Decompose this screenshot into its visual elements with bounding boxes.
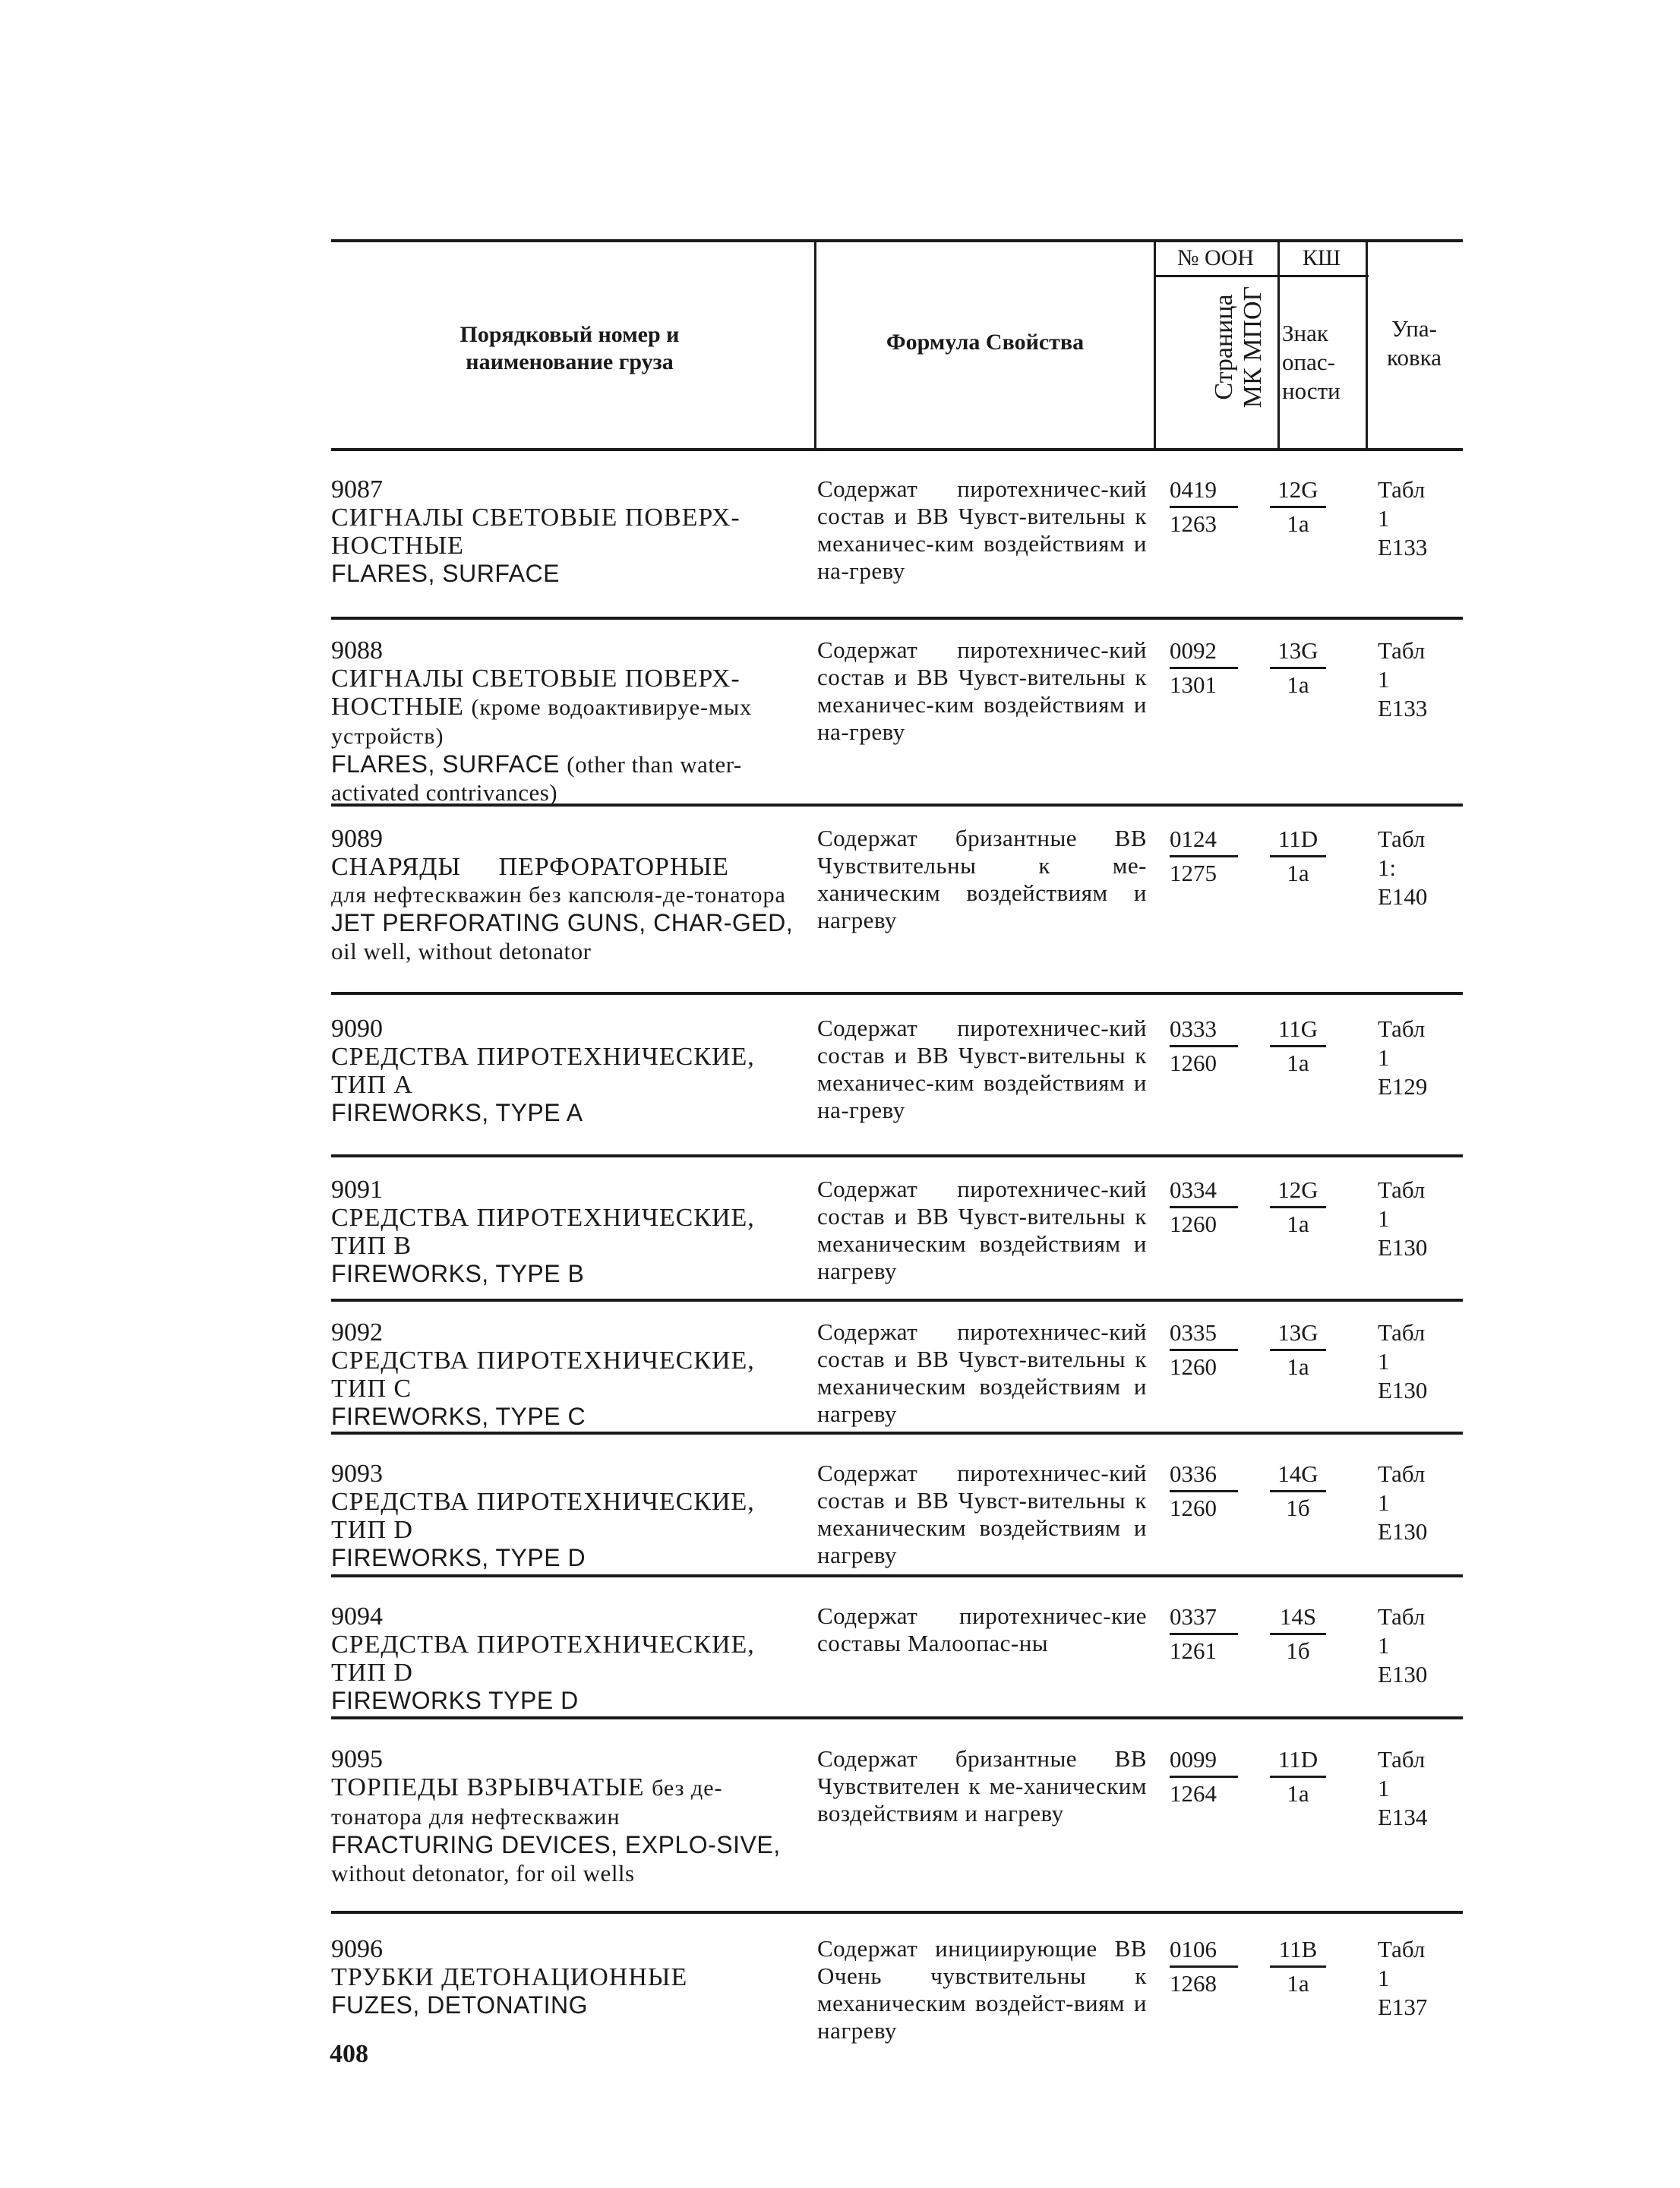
row-separator	[331, 1574, 1463, 1577]
cargo-number: 9088	[331, 636, 383, 665]
cargo-title-ru	[331, 853, 810, 881]
cargo-properties: Содержат бризантные ВВ Чувствителен к ме-ханическим воздействиям и нагреву	[817, 1745, 1147, 1826]
cargo-number: 9092	[331, 1318, 383, 1347]
packaging-cell	[1378, 1015, 1454, 1101]
cargo-title-en-extra: oil well, without detonator	[331, 938, 592, 965]
row-separator	[331, 1432, 1463, 1435]
cargo-title-ru: СРЕДСТВА ПИРОТЕХНИЧЕСКИЕ, ТИП А	[331, 1043, 755, 1099]
cargo-properties: Содержат пиротехничес-кий состав и ВВ Чувст-вительны к механическим воздействиям и нагреву	[817, 1176, 1147, 1284]
cargo-title-en: FIREWORKS, TYPE C	[331, 1403, 586, 1430]
pack-num: 1	[1378, 1775, 1390, 1801]
danger-sign: 1a	[1270, 1349, 1326, 1381]
pack-table: Табл	[1378, 1015, 1426, 1042]
cargo-number: 9093	[331, 1460, 383, 1488]
pack-num: 1	[1378, 1348, 1390, 1375]
pack-num: 1	[1378, 505, 1390, 532]
cargo-title-en: FIREWORKS TYPE D	[331, 1687, 579, 1714]
ksh-cell	[1270, 1602, 1326, 1665]
mk-mpog-page: 1260	[1170, 1490, 1238, 1523]
ksh-code: 11B	[1278, 1936, 1318, 1962]
page-number: 408	[330, 2040, 368, 2068]
ksh-cell	[1270, 1176, 1326, 1239]
cargo-title-en-main: FLARES, SURFACE	[331, 750, 560, 778]
packaging-cell	[1378, 475, 1454, 562]
mk-mpog-page: 1301	[1170, 667, 1238, 699]
table-top-rule	[331, 239, 1463, 242]
row-separator	[331, 1154, 1463, 1157]
ksh-cell	[1270, 1460, 1326, 1523]
row-separator	[331, 1911, 1463, 1914]
un-number-cell	[1170, 1935, 1238, 1998]
pack-code: E133	[1378, 534, 1428, 560]
ksh-cell	[1270, 1745, 1326, 1808]
cargo-title-en-extra: (other than water-activated contrivances)	[331, 751, 742, 806]
pack-table: Табл	[1378, 637, 1426, 664]
un-number: 0337	[1170, 1603, 1217, 1630]
cargo-number: 9095	[331, 1745, 383, 1773]
header-un-number: № ООН	[1176, 245, 1255, 270]
mk-mpog-page: 1261	[1170, 1633, 1238, 1665]
un-number: 0336	[1170, 1460, 1217, 1487]
header-ksh: КШ	[1302, 245, 1341, 270]
danger-sign: 1б	[1270, 1490, 1326, 1523]
un-number-cell	[1170, 1176, 1238, 1239]
cargo-title-en	[331, 1831, 810, 1887]
header-col-divider-1	[814, 242, 816, 448]
danger-sign: 1a	[1270, 1776, 1326, 1808]
danger-sign: 1a	[1270, 1045, 1326, 1078]
cargo-title-ru-extra: для нефтескважин без капсюля-де-тонатора	[331, 882, 786, 908]
pack-table: Табл	[1378, 1319, 1426, 1346]
row-separator	[331, 992, 1463, 995]
cargo-number: 9096	[331, 1935, 383, 1963]
mk-mpog-page: 1260	[1170, 1045, 1238, 1078]
un-number: 0124	[1170, 826, 1217, 852]
cargo-title-en-main: FRACTURING DEVICES, EXPLO-SIVE,	[331, 1831, 781, 1858]
cargo-number: 9089	[331, 825, 383, 853]
cargo-properties: Содержат пиротехничес-кий состав и ВВ Чувст-вительны к механическим воздействиям и нагреву	[817, 1318, 1147, 1427]
cargo-name	[331, 1015, 810, 1127]
cargo-title-ru: СРЕДСТВА ПИРОТЕХНИЧЕСКИЕ, ТИП D	[331, 1631, 755, 1687]
cargo-name	[331, 636, 810, 807]
cargo-title-ru-main: ТОРПЕДЫ ВЗРЫВЧАТЫЕ	[331, 1773, 645, 1801]
ksh-code: 11D	[1277, 1746, 1318, 1773]
row-separator	[331, 1716, 1463, 1719]
un-number: 0092	[1170, 637, 1217, 664]
ksh-cell	[1270, 475, 1326, 538]
cargo-title-en: FUZES, DETONATING	[331, 1991, 588, 2019]
cargo-title-ru	[331, 665, 810, 750]
ksh-code: 13G	[1277, 637, 1318, 664]
danger-sign: 1a	[1270, 1206, 1326, 1239]
pack-num: 1	[1378, 1965, 1390, 1991]
mk-mpog-page: 1260	[1170, 1206, 1238, 1239]
ksh-code: 14S	[1279, 1603, 1317, 1630]
cargo-number: 9087	[331, 475, 383, 504]
cargo-properties: Содержат пиротехничес-кий состав и ВВ Чувст-вительны к механичес-ким воздействиям и на-греву	[817, 1015, 1147, 1123]
cargo-title-ru-main: СНАРЯДЫ ПЕРФОРАТОРНЫЕ	[331, 853, 729, 881]
cargo-title-ru-main: СИГНАЛЫ СВЕТОВЫЕ ПОВЕРХ-НОСТНЫЕ	[331, 665, 741, 721]
cargo-title-en-main: JET PERFORATING GUNS, CHAR-GED,	[331, 909, 794, 936]
pack-code: E130	[1378, 1234, 1428, 1261]
ksh-code: 14G	[1277, 1460, 1318, 1487]
ksh-code: 12G	[1277, 476, 1318, 503]
pack-table: Табл	[1378, 1460, 1426, 1487]
un-number: 0099	[1170, 1746, 1217, 1773]
header-col-divider-4	[1366, 242, 1368, 448]
pack-num: 1:	[1378, 854, 1397, 881]
ksh-cell	[1270, 1015, 1326, 1078]
un-number: 0106	[1170, 1936, 1217, 1962]
pack-num: 1	[1378, 1489, 1390, 1516]
pack-code: E130	[1378, 1661, 1428, 1688]
cargo-name	[331, 825, 810, 965]
cargo-properties: Содержат пиротехничес-кий состав и ВВ Чувст-вительны к механичес-ким воздействиям и на-греву	[817, 475, 1147, 584]
ksh-code: 13G	[1277, 1319, 1318, 1346]
danger-sign: 1б	[1270, 1633, 1326, 1665]
header-formula-column: Формула Свойства	[886, 330, 1085, 355]
cargo-name	[331, 1745, 810, 1887]
cargo-title-en: FIREWORKS, TYPE A	[331, 1099, 583, 1126]
cargo-properties: Содержат инициирующие ВВ Очень чувствительны к механическим воздейст-виям и нагреву	[817, 1935, 1147, 2044]
pack-num: 1	[1378, 1632, 1390, 1659]
cargo-properties: Содержат бризантные ВВ Чувствительны к ме-ханическим воздействиям и нагреву	[817, 825, 1147, 933]
pack-table: Табл	[1378, 826, 1426, 852]
header-name-column: Порядковый номер и наименование груза	[459, 322, 680, 374]
packaging-cell	[1378, 1602, 1454, 1689]
ksh-cell	[1270, 1935, 1326, 1998]
un-number: 0335	[1170, 1319, 1217, 1346]
row-separator	[331, 617, 1463, 620]
pack-table: Табл	[1378, 1176, 1426, 1203]
header-packaging: Упа-ковка	[1387, 315, 1442, 371]
packaging-cell	[1378, 1318, 1454, 1405]
cargo-title-en: FIREWORKS, TYPE D	[331, 1544, 586, 1571]
ksh-code: 11D	[1277, 826, 1318, 852]
cargo-title-en: FIREWORKS, TYPE B	[331, 1260, 585, 1287]
cargo-name	[331, 1318, 810, 1431]
header-page-mk-mpog-text: Страница МК МПОГ	[1210, 286, 1267, 409]
danger-sign: 1a	[1270, 855, 1326, 888]
ksh-cell	[1270, 636, 1326, 699]
ksh-cell	[1270, 1318, 1326, 1381]
pack-num: 1	[1378, 666, 1390, 693]
un-number-cell	[1170, 1460, 1238, 1523]
danger-sign: 1a	[1270, 1965, 1326, 1998]
mk-mpog-page: 1268	[1170, 1965, 1238, 1998]
un-number-cell	[1170, 475, 1238, 538]
cargo-properties: Содержат пиротехничес-кие составы Малоопас-ны	[817, 1602, 1147, 1656]
un-number: 0334	[1170, 1176, 1217, 1203]
mk-mpog-page: 1275	[1170, 855, 1238, 888]
pack-code: E133	[1378, 695, 1428, 721]
pack-num: 1	[1378, 1044, 1390, 1071]
ksh-code: 11G	[1277, 1015, 1318, 1042]
cargo-name	[331, 1602, 810, 1715]
un-number-cell	[1170, 1015, 1238, 1078]
un-number-cell	[1170, 636, 1238, 699]
cargo-title-en	[331, 750, 810, 807]
pack-table: Табл	[1378, 1936, 1426, 1962]
header-danger-sign: Знак опас-ности	[1282, 320, 1341, 404]
cargo-number: 9094	[331, 1602, 383, 1631]
pack-table: Табл	[1378, 1746, 1426, 1773]
ksh-cell	[1270, 825, 1326, 888]
cargo-title-ru: СРЕДСТВА ПИРОТЕХНИЧЕСКИЕ, ТИП В	[331, 1204, 755, 1260]
cargo-title-ru: СРЕДСТВА ПИРОТЕХНИЧЕСКИЕ, ТИП С	[331, 1347, 755, 1403]
cargo-name	[331, 475, 810, 588]
cargo-name	[331, 1176, 810, 1288]
pack-table: Табл	[1378, 476, 1426, 503]
un-number: 0419	[1170, 476, 1217, 503]
pack-code: E137	[1378, 1994, 1428, 2020]
cargo-title-ru: ТРУБКИ ДЕТОНАЦИОННЫЕ	[331, 1963, 688, 1991]
row-separator	[331, 1299, 1463, 1302]
cargo-title-ru: СРЕДСТВА ПИРОТЕХНИЧЕСКИЕ, ТИП D	[331, 1488, 755, 1544]
cargo-title-en: FLARES, SURFACE	[331, 560, 560, 587]
cargo-title-ru-extra: (кроме водоактивируе-мых устройств)	[331, 695, 753, 749]
cargo-name	[331, 1460, 810, 1572]
pack-code: E134	[1378, 1804, 1428, 1830]
pack-code: E140	[1378, 883, 1428, 910]
header-bottom-rule	[331, 448, 1463, 451]
cargo-title-en-extra: without detonator, for oil wells	[331, 1860, 635, 1886]
cargo-number: 9091	[331, 1176, 383, 1204]
cargo-number: 9090	[331, 1015, 383, 1043]
cargo-title-ru: СИГНАЛЫ СВЕТОВЫЕ ПОВЕРХ-НОСТНЫЕ	[331, 504, 741, 560]
ksh-code: 12G	[1277, 1176, 1318, 1203]
un-number-cell	[1170, 1318, 1238, 1381]
packaging-cell	[1378, 636, 1454, 723]
pack-num: 1	[1378, 1205, 1390, 1232]
pack-code: E130	[1378, 1377, 1428, 1403]
packaging-cell	[1378, 825, 1454, 911]
packaging-cell	[1378, 1460, 1454, 1546]
pack-code: E130	[1378, 1518, 1428, 1545]
un-number-cell	[1170, 825, 1238, 888]
cargo-title-ru-extra: без де-тонатора для нефтескважин	[331, 1776, 723, 1830]
un-number-cell	[1170, 1602, 1238, 1665]
cargo-title-ru	[331, 1773, 810, 1831]
packaging-cell	[1378, 1935, 1454, 2022]
cargo-title-en	[331, 909, 810, 965]
pack-code: E129	[1378, 1073, 1428, 1100]
header-col-divider-2	[1154, 242, 1156, 448]
cargo-properties: Содержат пиротехничес-кий состав и ВВ Чувст-вительны к механическим воздействиям и нагреву	[817, 1460, 1147, 1568]
danger-sign: 1a	[1270, 506, 1326, 538]
mk-mpog-page: 1264	[1170, 1776, 1238, 1808]
pack-table: Табл	[1378, 1603, 1426, 1630]
un-number: 0333	[1170, 1015, 1217, 1042]
mk-mpog-page: 1260	[1170, 1349, 1238, 1381]
cargo-properties: Содержат пиротехничес-кий состав и ВВ Чувст-вительны к механичес-ким воздействиям и на-греву	[817, 636, 1147, 745]
mk-mpog-page: 1263	[1170, 506, 1238, 538]
cargo-name	[331, 1935, 810, 2019]
packaging-cell	[1378, 1176, 1454, 1262]
packaging-cell	[1378, 1745, 1454, 1832]
un-number-cell	[1170, 1745, 1238, 1808]
danger-sign: 1a	[1270, 667, 1326, 699]
